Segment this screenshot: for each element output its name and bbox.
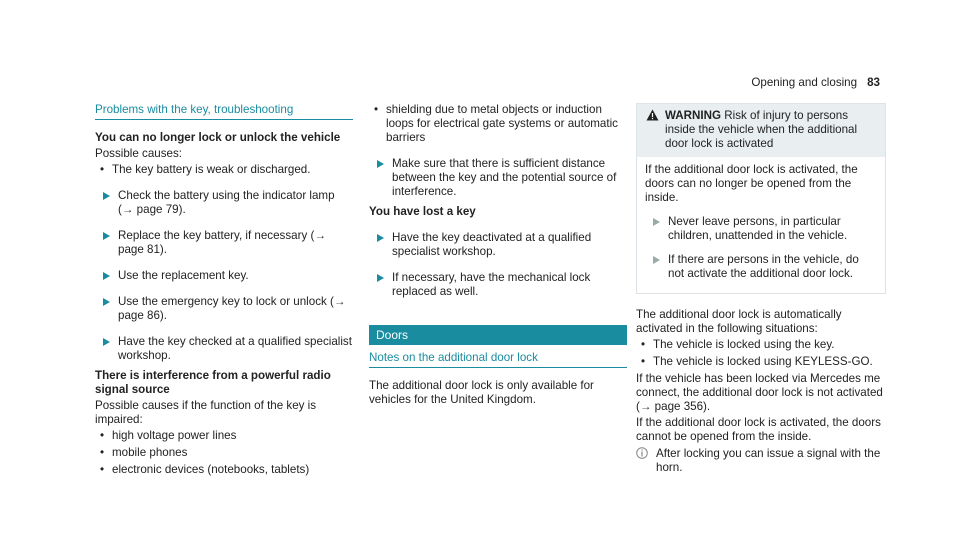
bullet-locked-key: • The vehicle is locked using the key. bbox=[641, 338, 886, 352]
warning-body bbox=[637, 157, 885, 293]
heading-interference: There is interference from a powerful radio signal source bbox=[95, 369, 331, 396]
step-replace-lock bbox=[369, 271, 627, 299]
step-arrow-icon bbox=[103, 298, 110, 306]
step-text: If there are persons in the vehicle, do not activate the additional door lock. bbox=[668, 253, 859, 280]
step-arrow-icon bbox=[377, 274, 384, 282]
section-bar-doors: Doors bbox=[369, 325, 627, 345]
warning-header bbox=[637, 104, 885, 157]
warning-triangle-icon bbox=[646, 109, 659, 121]
warning-box bbox=[636, 103, 886, 294]
warning-title: Risk of injury to persons inside the vehicle when the additional door lock is activated bbox=[665, 109, 858, 150]
page-header bbox=[751, 76, 880, 90]
step-text: Check the battery using the indicator lamp (→ page 79). bbox=[118, 189, 335, 216]
step-check-workshop bbox=[95, 335, 353, 363]
step-arrow-icon bbox=[653, 256, 660, 264]
step-emergency-key bbox=[95, 295, 353, 323]
bullet-locked-keyless-go: • The vehicle is locked using KEYLESS-GO. bbox=[641, 355, 886, 369]
warning-step-do-not-activate bbox=[645, 253, 877, 281]
step-arrow-icon bbox=[103, 192, 110, 200]
step-text: Never leave persons, in particular children, unattended in the vehicle. bbox=[668, 215, 848, 242]
possible-causes-label: Possible causes: bbox=[95, 147, 182, 160]
step-distance bbox=[369, 157, 627, 199]
step-text: Have the key deactivated at a qualified specialist workshop. bbox=[392, 231, 592, 258]
step-text: Replace the key battery, if necessary (→ page 81). bbox=[118, 229, 326, 256]
column-right bbox=[636, 103, 886, 475]
warning-label: WARNING bbox=[665, 109, 722, 122]
step-check-battery bbox=[95, 189, 353, 217]
bullet-mobile-phones: • mobile phones bbox=[100, 446, 353, 460]
bullet-shielding: • shielding due to metal objects or induction loops for electrical gate systems or automatic barriers bbox=[374, 103, 627, 145]
page-number: 83 bbox=[867, 76, 880, 89]
column-middle bbox=[369, 103, 627, 409]
step-deactivate-key bbox=[369, 231, 627, 259]
section-title-key-troubleshooting: Problems with the key, troubleshooting bbox=[95, 103, 353, 120]
heading-cannot-lock: You can no longer lock or unlock the vehicle bbox=[95, 131, 341, 144]
cannot-open-text: If the additional door lock is activated, the doors cannot be opened from the inside. bbox=[636, 416, 881, 443]
info-icon bbox=[636, 447, 648, 459]
heading-lost-key: You have lost a key bbox=[369, 205, 476, 218]
step-text: If necessary, have the mechanical lock replaced as well. bbox=[392, 271, 591, 298]
interference-text: Possible causes if the function of the key is impaired: bbox=[95, 399, 317, 426]
warning-step-never-leave bbox=[645, 215, 877, 243]
auto-activation-text: The additional door lock is automatically activated in the following situations: bbox=[636, 308, 842, 335]
step-arrow-icon bbox=[103, 338, 110, 346]
note-horn bbox=[636, 447, 886, 475]
section-title-door-lock: Notes on the additional door lock bbox=[369, 351, 627, 368]
step-arrow-icon bbox=[103, 272, 110, 280]
note-text: After locking you can issue a signal with the horn. bbox=[656, 447, 881, 474]
warning-body-text: If the additional door lock is activated, the doors can no longer be opened from the inside. bbox=[645, 163, 858, 204]
step-text: Have the key checked at a qualified specialist workshop. bbox=[118, 335, 352, 362]
step-arrow-icon bbox=[653, 218, 660, 226]
step-text: Make sure that there is sufficient distance between the key and the potential source of interference. bbox=[392, 157, 617, 198]
step-arrow-icon bbox=[103, 232, 110, 240]
step-arrow-icon bbox=[377, 234, 384, 242]
mercedes-me-text: If the vehicle has been locked via Mercedes me connect, the additional door lock is not activated (→ page 356). bbox=[636, 372, 883, 413]
step-text: Use the emergency key to lock or unlock (→ page 86). bbox=[118, 295, 346, 322]
step-replacement-key bbox=[95, 269, 353, 283]
bullet-power-lines: • high voltage power lines bbox=[100, 429, 353, 443]
step-text: Use the replacement key. bbox=[118, 269, 249, 282]
step-replace-battery bbox=[95, 229, 353, 257]
door-lock-availability-text: The additional door lock is only available for vehicles for the United Kingdom. bbox=[369, 379, 594, 406]
step-arrow-icon bbox=[377, 160, 384, 168]
bullet-electronic-devices: • electronic devices (notebooks, tablets) bbox=[100, 463, 353, 477]
header-title: Opening and closing bbox=[751, 76, 858, 89]
bullet-battery-weak: • The key battery is weak or discharged. bbox=[100, 163, 353, 177]
column-left bbox=[95, 103, 353, 480]
